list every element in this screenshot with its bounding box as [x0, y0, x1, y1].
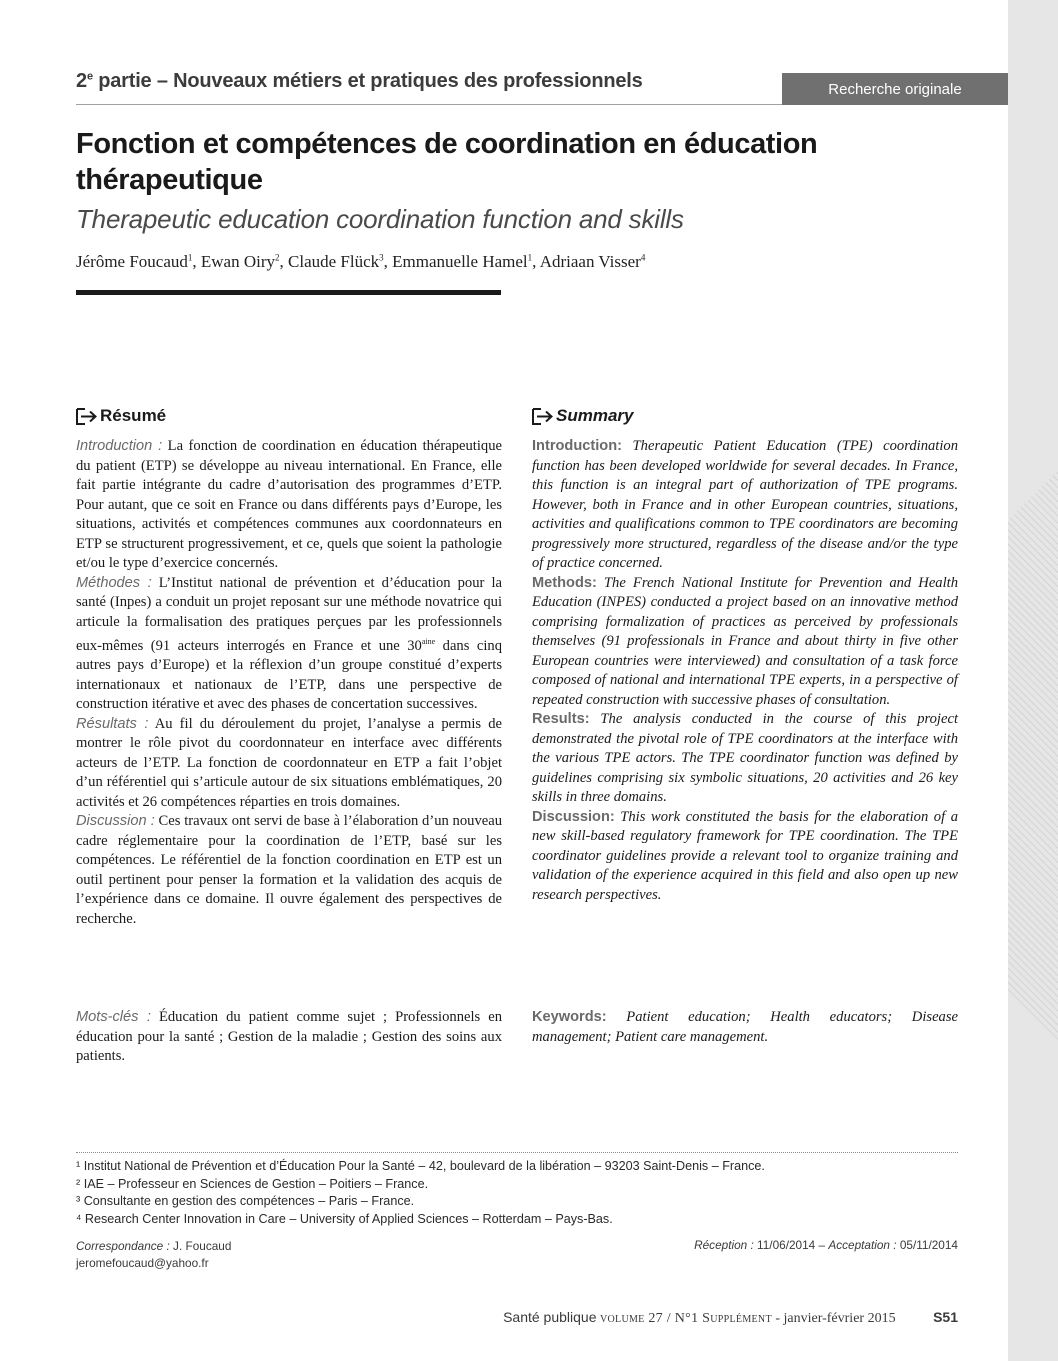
resume-discussion-label: Discussion :: [76, 813, 155, 830]
footnote-divider: [76, 1152, 958, 1153]
summary-discussion-text: This work constituted the basis for the elaboration of a new skill-based regulatory framework for TPE coordination. The TPE coordinator guidelines provide a relevant tool to organize training and validation of the experience acquired in this field and also open up new research perspectives.: [532, 808, 958, 903]
resume-introduction: [76, 437, 502, 574]
correspondence-label: Correspondance :: [76, 1239, 170, 1253]
resume-methods-label: Méthodes :: [76, 574, 152, 591]
resume-results-text: Au fil du déroulement du projet, l’analyse a permis de montrer le rôle pivot du coordonnateur en interface avec différents acteurs de l’ETP. La fonction de coordonnateur en ETP a fait l’objet d’un référentiel qui s’articule autour de six situations emblématiques, 20 activités et 26 compétences réparties en trois domaines.: [76, 715, 502, 810]
resume-discussion: [76, 812, 502, 929]
summary-body: [532, 437, 958, 905]
summary-heading: [532, 406, 633, 426]
summary-introduction-text: Therapeutic Patient Education (TPE) coordination function has been developed worldwide for several decades. In France, this function is an integral part of authorization of TPE programs. However, both in France and in other European countries, situations, activities and qualifications common to TPE coordinators are becoming progressively more structured, regardless of the disease and/or the type of practice concerned.: [532, 438, 958, 571]
author-list: [76, 252, 645, 272]
summary-discussion: [532, 808, 958, 906]
article-subtitle: Therapeutic education coordination function and skills: [76, 204, 684, 234]
summary-discussion-label: Discussion:: [532, 808, 615, 825]
correspondence-name: J. Foucaud: [169, 1239, 232, 1253]
journal-issue: - janvier-février 2015: [771, 1311, 896, 1326]
summary-results-label: Results:: [532, 711, 590, 727]
author-affiliation-ref: 1: [527, 252, 533, 263]
submission-dates: [694, 1238, 958, 1252]
summary-methods-label: Methods:: [532, 574, 597, 591]
summary-methods: [532, 574, 958, 711]
resume-body: [76, 437, 502, 929]
summary-introduction-label: Introduction:: [532, 438, 622, 454]
resume-results: [76, 715, 502, 813]
section-number: 2: [76, 70, 87, 92]
author-affiliation-ref: 1: [187, 252, 193, 263]
correspondence: [76, 1238, 231, 1272]
affiliation-list: [76, 1158, 765, 1228]
affiliation-item: ³ Consultante en gestion des compétences – Paris – France.: [76, 1194, 415, 1208]
page-number: S51: [933, 1309, 958, 1325]
affiliation-item: ⁴ Research Center Innovation in Care – University of Applied Sciences – Rotterdam – Pays-Bas.: [76, 1211, 613, 1226]
author-name: Emmanuelle Hamel: [392, 252, 528, 271]
resume-heading-label: Résumé: [100, 406, 167, 425]
author-separator: ,: [192, 252, 201, 271]
author-affiliation-ref: 3: [379, 252, 384, 263]
author-name: Claude Flück: [288, 252, 380, 271]
resume-methods: [76, 574, 502, 715]
page-edge-hatch: [1008, 0, 1058, 1361]
arrow-right-icon: [76, 408, 98, 425]
author-separator: ,: [279, 252, 289, 271]
resume-keywords: [76, 1008, 502, 1067]
title-divider: [76, 290, 501, 295]
author-affiliation-ref: 2: [275, 252, 280, 263]
resume-discussion-text: Ces travaux ont servi de base à l’élaboration d’un nouveau cadre réglementaire pour la coordination de l’ETP, basé sur les compétences. Le référentiel de la fonction coordination en ETP est un outil pertinent pour penser la formation et la validation des acquis de l’expérience dans ce domaine. Il ouvre également des perspectives de recherche.: [76, 813, 503, 927]
reception-date: 11/06/2014 –: [753, 1238, 829, 1252]
article-type-badge: Recherche originale: [782, 73, 1008, 105]
section-header: [76, 70, 643, 93]
affiliation-item: ² IAE – Professeur en Sciences de Gestion – Poitiers – France.: [76, 1176, 429, 1191]
resume-results-label: Résultats :: [76, 715, 149, 732]
section-title: partie – Nouveaux métiers et pratiques des professionnels: [92, 70, 643, 92]
header-divider: [76, 104, 782, 105]
resume-introduction-label: Introduction :: [76, 438, 163, 454]
resume-methods-text-cont: dans cinq autres pays d’Europe) et la réflexion d’un groupe constitué d’experts internationaux et nationaux de l’ETP, dans une perspective de construction itérative et avec des phases de concertation successives.: [76, 637, 502, 713]
summary-results-text: The analysis conducted in the course of this project demonstrated the pivotal role of TPE coordinators at the interface with the various TPE actors. The TPE coordinator function was defined by guidelines comprising six symbolic situations, 20 activities and 26 key skills in three domains.: [532, 711, 958, 805]
author-name: Ewan Oiry: [200, 252, 276, 271]
acceptation-date: 05/11/2014: [896, 1238, 958, 1252]
author-separator: ,: [383, 252, 393, 271]
acceptation-label: Acceptation :: [828, 1238, 897, 1252]
page-edge-band: [1008, 0, 1058, 1361]
section-number-suffix: e: [86, 70, 93, 83]
summary-methods-text: The French National Institute for Prevention and Health Education (INPES) conducted a project based on an innovative method comprising formalization of practices as perceived by professionals themselves (91 professionals in France and about thirty in five other European countries were interviewed) and consultation of a task force composed of national and international TPE experts, in a perspective of repeated construction with successive phases of consultation.: [532, 574, 958, 708]
article-title: Fonction et compétences de coordination en éducation thérapeutique: [76, 128, 818, 196]
resume-keywords-text: Éducation du patient comme sujet ; Professionnels en éducation pour la santé ; Gestion de la maladie ; Gestion des soins aux patients.: [76, 1009, 502, 1064]
summary-heading-label: Summary: [556, 406, 634, 425]
resume-introduction-text: La fonction de coordination en éducation thérapeutique du patient (ETP) se développe au niveau international. En France, elle fait partie intégrante du cadre d’autorisation des programmes d’ETP. Pour autant, que ce soit en France ou dans différents pays d’Europe, les situations, activités et compétences communes aux coordonnateurs en ETP se structurent progressivement, et ce, quels que soient la pathologie et/ou le type d’exercice concernés.: [76, 438, 502, 571]
arrow-right-icon: [532, 408, 554, 425]
summary-keywords-text: Patient education; Health educators; Disease management; Patient care management.: [532, 1009, 958, 1045]
author-affiliation-ref: 4: [640, 252, 646, 263]
summary-keywords-label: Keywords:: [532, 1009, 607, 1025]
resume-keywords-label: Mots-clés :: [76, 1009, 151, 1025]
author-separator: ,: [532, 252, 540, 271]
reception-label: Réception :: [694, 1238, 754, 1252]
page-footer: [0, 1309, 958, 1327]
author-name: Adriaan Visser: [539, 252, 641, 271]
summary-results: [532, 710, 958, 808]
resume-heading: [76, 406, 166, 426]
journal-name: Santé publique: [503, 1309, 597, 1325]
summary-introduction: [532, 437, 958, 574]
summary-keywords: [532, 1008, 958, 1047]
author-name: Jérôme Foucaud: [76, 252, 188, 271]
correspondence-email[interactable]: jeromefoucaud@yahoo.fr: [76, 1256, 209, 1270]
journal-volume: volume 27 / N°1 Supplément: [600, 1311, 772, 1326]
resume-methods-text: L’Institut national de prévention et d’éducation pour la santé (Inpes) a conduit un projet reposant sur une méthode novatrice qui articule la formalisation des pratiques perçues par les professionnels eux-mêmes (91 acteurs interrogés en France et une 30: [76, 574, 502, 654]
resume-methods-superscript: aine: [421, 637, 436, 646]
affiliation-item: ¹ Institut National de Prévention et d’Éducation Pour la Santé – 42, boulevard de la libération – 93203 Saint-Denis – France.: [76, 1159, 765, 1173]
